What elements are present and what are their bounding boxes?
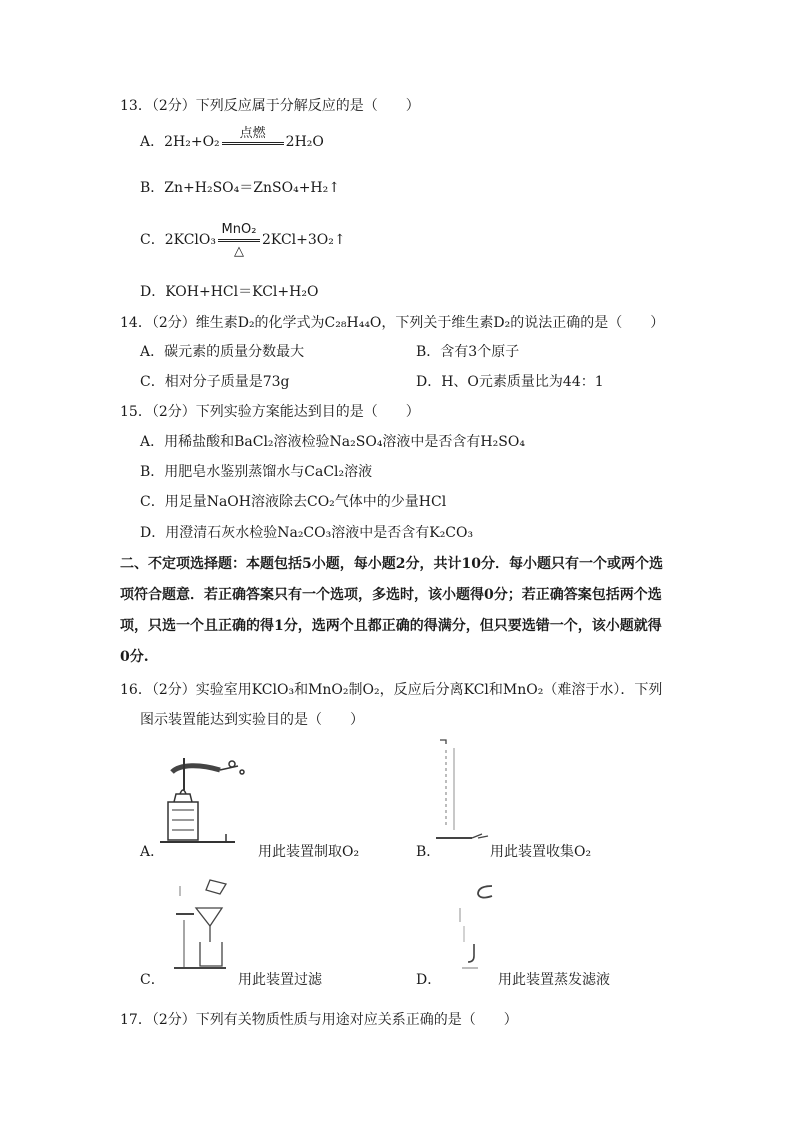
- reaction-condition: [218, 221, 260, 259]
- q17-stem: 17．（2分）下列有关物质性质与用途对应关系正确的是（ ）: [120, 1012, 518, 1028]
- condition-heat-label: △: [233, 243, 244, 259]
- reaction-condition: [222, 125, 284, 145]
- q15-option-d: D．用澄清石灰水检验Na₂CO₃溶液中是否含有K₂CO₃: [140, 525, 474, 541]
- q16-stem-continued: 图示装置能达到实验目的是（ ）: [140, 712, 364, 728]
- q16-option-b-text: 用此装置收集O₂: [490, 844, 592, 860]
- q15-option-a: A．用稀盐酸和BaCl₂溶液检验Na₂SO₄溶液中是否含有H₂SO₄: [140, 434, 525, 450]
- q14-stem: 14．（2分）维生素D₂的化学式为C₂₈H₄₄O，下列关于维生素D₂的说法正确的是（ ）: [120, 315, 665, 331]
- equals-bar: [222, 142, 284, 145]
- q13-option-c-reactants: C．2KClO₃: [140, 232, 216, 248]
- q13-stem: 13．（2分）下列反应属于分解反应的是（ ）: [120, 98, 420, 114]
- q13-option-a-products: 2H₂O: [285, 134, 324, 150]
- condition-catalyst-label: MnO₂: [221, 221, 257, 237]
- q14-option-d: D．H、O元素质量比为44：1: [416, 374, 604, 390]
- q13-option-d: D．KOH+HCl＝KCl+H₂O: [140, 284, 319, 300]
- q16-option-c-text: 用此装置过滤: [238, 972, 322, 988]
- q15-stem: 15．（2分）下列实验方案能达到目的是（ ）: [120, 404, 420, 420]
- condition-ignite-label: 点燃: [239, 125, 266, 141]
- q14-option-b: B．含有3个原子: [416, 344, 520, 360]
- q16-option-a-text: 用此装置制取O₂: [258, 844, 360, 860]
- q16-option-d-label: D．: [416, 972, 442, 988]
- q16-option-d-text: 用此装置蒸发滤液: [498, 972, 610, 988]
- q16-option-b-label: B．: [416, 844, 441, 860]
- equals-bar: [218, 239, 260, 242]
- q13-option-a-reactants: A．2H₂+O₂: [140, 134, 220, 150]
- figure-d-evaporation-icon: [452, 872, 502, 972]
- figure-b-gas-collection-icon: [432, 738, 492, 850]
- q16-option-c-label: C．: [140, 972, 165, 988]
- q16-option-a-label: A．: [140, 844, 165, 860]
- q13-option-c-products: 2KCl+3O₂↑: [261, 232, 346, 248]
- section-2-heading: 二、不定项选择题：本题包括5小题，每小题2分，共计10分．每小题只有一个或两个选: [120, 556, 663, 572]
- q13-option-c: [140, 221, 346, 259]
- section-2-instructions-3: 项，只选一个且正确的得1分，选两个且都正确的得满分，但只要选错一个，该小题就得: [120, 618, 662, 634]
- q15-option-c: C．用足量NaOH溶液除去CO₂气体中的少量HCl: [140, 494, 447, 510]
- section-2-instructions-4: 0分.: [120, 649, 149, 665]
- q16-stem: 16．（2分）实验室用KClO₃和MnO₂制O₂，反应后分离KCl和MnO₂（难溶于水）．下列: [120, 682, 663, 698]
- q14-option-a: A．碳元素的质量分数最大: [140, 344, 305, 360]
- q14-option-c: C．相对分子质量是73g: [140, 374, 290, 390]
- section-2-instructions-2: 项符合题意．若正确答案只有一个选项，多选时，该小题得0分；若正确答案包括两个选: [120, 587, 662, 603]
- q13-option-b: B．Zn+H₂SO₄＝ZnSO₄+H₂↑: [140, 180, 340, 196]
- q13-option-a: [140, 125, 324, 152]
- figure-a-heating-apparatus-icon: [160, 750, 250, 850]
- q15-option-b: B．用肥皂水鉴别蒸馏水与CaCl₂溶液: [140, 464, 373, 480]
- figure-c-filtration-icon: [170, 876, 234, 972]
